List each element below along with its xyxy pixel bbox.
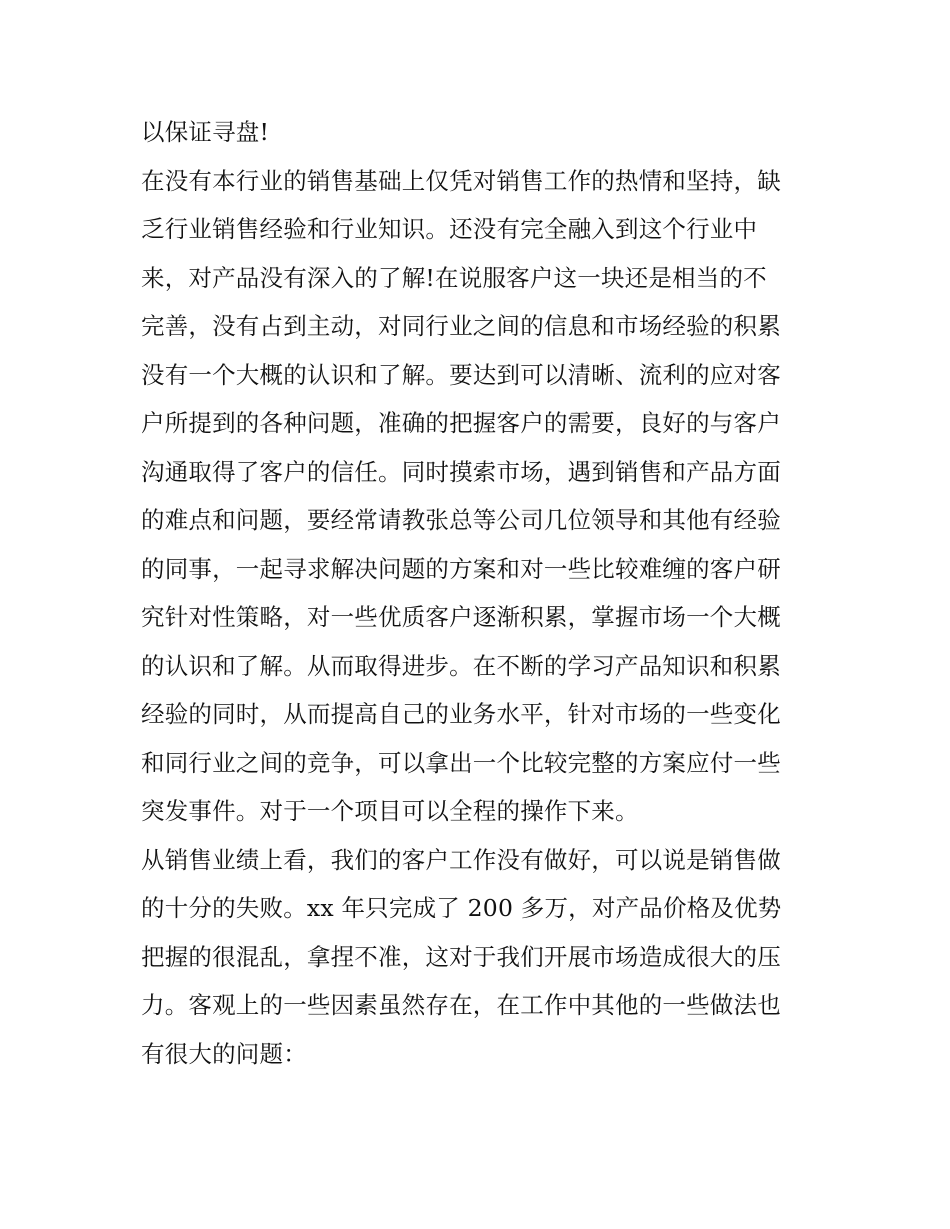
text-line: 把握的很混乱，拿捏不准，这对于我们开展市场造成很大的压 bbox=[141, 942, 781, 971]
text-line: 户所提到的各种问题，准确的把握客户的需要，良好的与客户 bbox=[141, 409, 781, 437]
text-line: 的认识和了解。从而取得进步。在不断的学习产品知识和积累 bbox=[141, 651, 781, 680]
text-line: 突发事件。对于一个项目可以全程的操作下来。 bbox=[141, 797, 639, 825]
text-line: 从销售业绩上看，我们的客户工作没有做好，可以说是销售做 bbox=[141, 845, 781, 874]
text-line: 力。客观上的一些因素虽然存在，在工作中其他的一些做法也 bbox=[141, 991, 781, 1019]
text-line: 来，对产品没有深入的了解!在说服客户这一块还是相当的不 bbox=[141, 263, 767, 292]
text-line: 沟通取得了客户的信任。同时摸索市场，遇到销售和产品方面 bbox=[141, 457, 781, 486]
text-line: 和同行业之间的竞争，可以拿出一个比较完整的方案应付一些 bbox=[141, 748, 781, 777]
text-line: 的难点和问题，要经常请教张总等公司几位领导和其他有经验 bbox=[141, 506, 781, 534]
text-line: 以保证寻盘! bbox=[141, 118, 270, 146]
text-line: 经验的同时，从而提高自己的业务水平，针对市场的一些变化 bbox=[141, 700, 781, 728]
text-line: 在没有本行业的销售基础上仅凭对销售工作的热情和坚持，缺 bbox=[141, 166, 781, 195]
text-line: 的十分的失败。xx 年只完成了 200 多万，对产品价格及优势 bbox=[141, 894, 782, 922]
text-line: 的同事，一起寻求解决问题的方案和对一些比较难缠的客户研 bbox=[141, 554, 781, 583]
text-line: 没有一个大概的认识和了解。要达到可以清晰、流利的应对客 bbox=[141, 360, 781, 389]
document-body bbox=[141, 108, 831, 1078]
text-line: 有很大的问题： bbox=[141, 1039, 307, 1068]
text-line: 究针对性策略，对一些优质客户逐渐积累，掌握市场一个大概 bbox=[141, 603, 781, 631]
text-line: 完善，没有占到主动，对同行业之间的信息和市场经验的积累 bbox=[141, 312, 781, 340]
text-line: 乏行业销售经验和行业知识。还没有完全融入到这个行业中 bbox=[141, 215, 758, 243]
